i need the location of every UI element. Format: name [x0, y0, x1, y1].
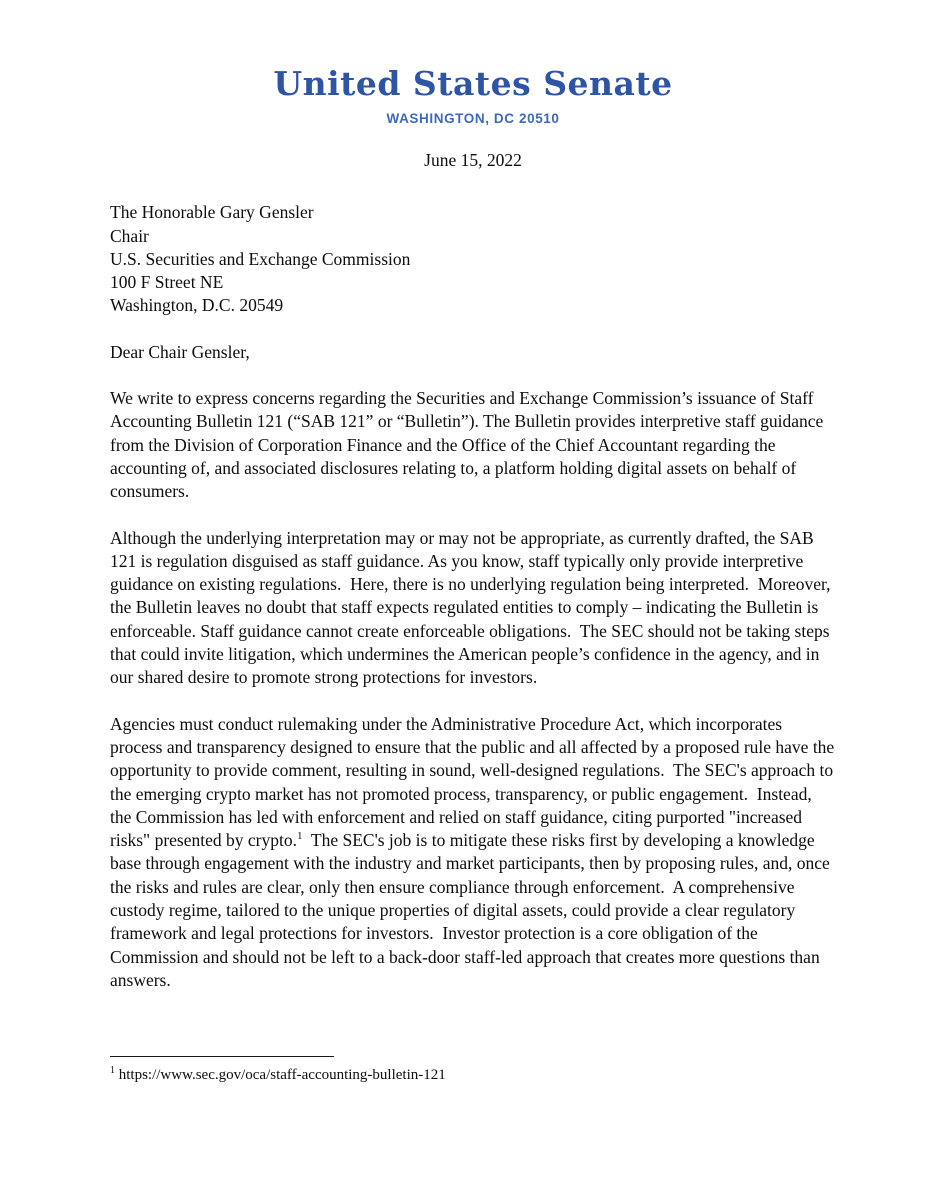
footnote-reference: 1	[296, 830, 303, 843]
footnote-separator	[110, 1056, 334, 1057]
letterhead-address: WASHINGTON, DC 20510	[386, 111, 560, 127]
recipient-line: Washington, D.C. 20549	[110, 295, 284, 316]
recipient-line: The Honorable Gary Gensler	[110, 202, 314, 223]
body-paragraph-1: We write to express concerns regarding the Securities and Exchange Commission’s issuance of Staff Accounting Bulletin 121 (“SAB 121” or “Bulletin”). The Bulletin provides interpretive staff guidance from the Division of Corporation Finance and the Office of the Chief Accountant regarding the accounting of, and associated disclosures relating to, a platform holding digital assets on behalf of consumers.	[110, 388, 828, 502]
recipient-line: U.S. Securities and Exchange Commission	[110, 248, 411, 269]
paragraph-3-text-before-ref: Agencies must conduct rulemaking under the Administrative Procedure Act, which incorporates process and transparency designed to ensure that the public and all affected by a proposed rule have the opportunity to provide comment, resulting in sound, well-designed regulations. The SEC's approach to the emerging crypto market has not promoted process, transparency, or public engagement. Instead, the Commission has led with enforcement and relied on staff guidance, citing purported "increased risks" presented by crypto.	[110, 713, 839, 851]
body-paragraph-2: Although the underlying interpretation may or may not be appropriate, as currently drafted, the SAB 121 is regulation disguised as staff guidance. As you know, staff typically only provide interpretive guidance on existing regulations. Here, there is no underlying regulation being interpreted. Moreover, the Bulletin leaves no doubt that staff expects regulated entities to comply – indicating the Bulletin is enforceable. Staff guidance cannot create enforceable obligations. The SEC should not be taking steps that could invite litigation, which undermines the American people’s confidence in the agency, and in our shared desire to promote strong protections for investors.	[110, 527, 835, 688]
footnote-number: 1	[110, 1065, 115, 1076]
footnote-url: https://www.sec.gov/oca/staff-accounting-bulletin-121	[118, 1067, 446, 1083]
recipient-line: Chair	[110, 225, 149, 246]
recipient-line: 100 F Street NE	[110, 272, 224, 293]
footnote-block	[110, 1056, 836, 1085]
letterhead-title: United States Senate	[273, 64, 673, 103]
salutation: Dear Chair Gensler,	[110, 341, 250, 362]
recipient-address-block	[110, 201, 836, 317]
footnote	[110, 1065, 836, 1085]
body-paragraph-3	[110, 713, 839, 993]
paragraph-3-text-after-ref: The SEC's job is to mitigate these risks first by developing a knowledge base through engagement with the industry and market participants, then by proposing rules, and, once the risks and rules are clear, only then ensure compliance through enforcement. A comprehensive custody regime, tailored to the unique properties of digital assets, could provide a clear regulatory framework and legal protections for investors. Investor protection is a core obligation of the Commission and should not be left to a back-door staff-led approach that creates more questions than answers.	[110, 830, 835, 990]
letter-date: June 15, 2022	[424, 150, 522, 171]
